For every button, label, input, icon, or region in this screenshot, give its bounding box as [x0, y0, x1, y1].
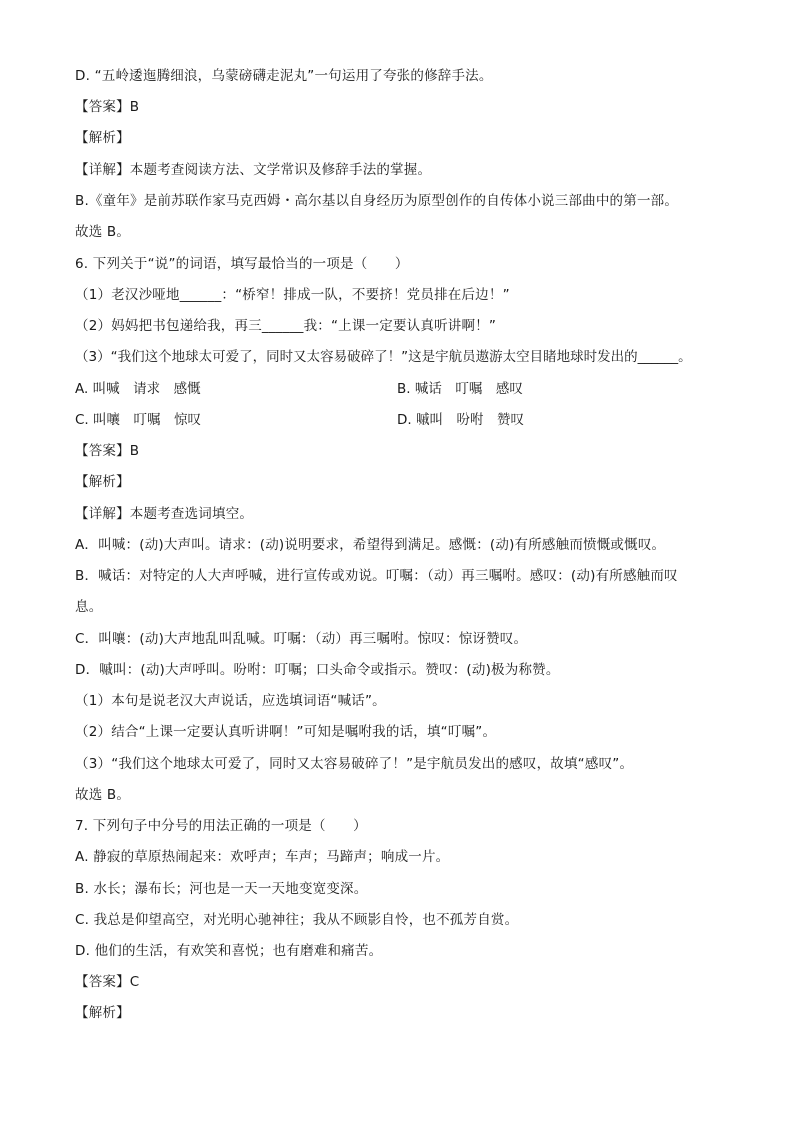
conclusion-text: 故选 B。 [75, 224, 131, 240]
q6-option-d: D. 嘁叫 吩咐 赞叹 [397, 412, 524, 428]
analysis-label: 【解析】 [75, 474, 130, 490]
q6-option-b: B. 喊话 叮嘱 感叹 [397, 381, 523, 397]
question-6-stem: 6. 下列关于“说”的词语，填写最恰当的一项是（ ） [75, 256, 409, 272]
q6-option-a: A. 叫喊 请求 感慨 [75, 381, 201, 397]
detail-text: 【详解】本题考查阅读方法、文学常识及修辞手法的掌握。 [75, 162, 432, 178]
question-6-item: （1）老汉沙哑地______：“桥窄！排成一队，不要挤！党员排在后边！” [75, 287, 510, 303]
question-6-item: （3）“我们这个地球太可爱了，同时又太容易破碎了！”这是宇航员遨游太空目睹地球时发出的______。 [75, 349, 692, 365]
detail-text: C．叫嚷：(动)大声地乱叫乱喊。叮嘱：（动）再三嘱咐。惊叹：惊讶赞叹。 [75, 631, 528, 647]
q7-option-c: C. 我总是仰望高空，对光明心驰神往；我从不顾影自怜，也不孤芳自赏。 [75, 912, 519, 928]
analysis-label: 【解析】 [75, 130, 130, 146]
answer-label: 【答案】B [75, 443, 140, 459]
detail-text: （2）结合“上课一定要认真听讲啊！”可知是嘱咐我的话，填“叮嘱”。 [75, 724, 497, 740]
detail-text: 【详解】本题考查选词填空。 [75, 506, 254, 522]
detail-text: 息。 [75, 599, 103, 615]
detail-text: B.《童年》是前苏联作家马克西姆・高尔基以自身经历为原型创作的自传体小说三部曲中的第一部。 [75, 193, 679, 209]
q7-option-d: D. 他们的生活，有欢笑和喜悦；也有磨难和痛苦。 [75, 943, 383, 959]
detail-text: D．嘁叫：(动)大声呼叫。吩咐：叮嘱；口头命令或指示。赞叹：(动)极为称赞。 [75, 662, 560, 678]
conclusion-text: 故选 B。 [75, 787, 131, 803]
detail-text: （3）“我们这个地球太可爱了，同时又太容易破碎了！”是宇航员发出的感叹，故填“感叹”。 [75, 756, 634, 772]
q6-option-c: C. 叫嚷 叮嘱 惊叹 [75, 412, 202, 428]
detail-text: （1）本句是说老汉大声说话，应选填词语“喊话”。 [75, 693, 386, 709]
q7-option-a: A. 静寂的草原热闹起来：欢呼声；车声；马蹄声；响成一片。 [75, 849, 450, 865]
answer-label: 【答案】C [75, 974, 140, 990]
question-7-stem: 7. 下列句子中分号的用法正确的一项是（ ） [75, 818, 367, 834]
answer-label: 【答案】B [75, 99, 140, 115]
question-6-item: （2）妈妈把书包递给我，再三______我：“上课一定要认真听讲啊！” [75, 318, 497, 334]
detail-text: A．叫喊：(动)大声叫。请求：(动)说明要求，希望得到满足。感慨：(动)有所感触而愤慨或慨叹。 [75, 537, 666, 553]
detail-text: B．喊话：对特定的人大声呼喊，进行宣传或劝说。叮嘱：（动）再三嘱咐。感叹：(动)有所感触而叹 [75, 568, 678, 584]
q7-option-b: B. 水长；瀑布长；河也是一天一天地变宽变深。 [75, 881, 368, 897]
analysis-label: 【解析】 [75, 1005, 130, 1021]
q5-option-d: D. “五岭逶迤腾细浪，乌蒙磅礴走泥丸”一句运用了夸张的修辞手法。 [75, 68, 493, 84]
